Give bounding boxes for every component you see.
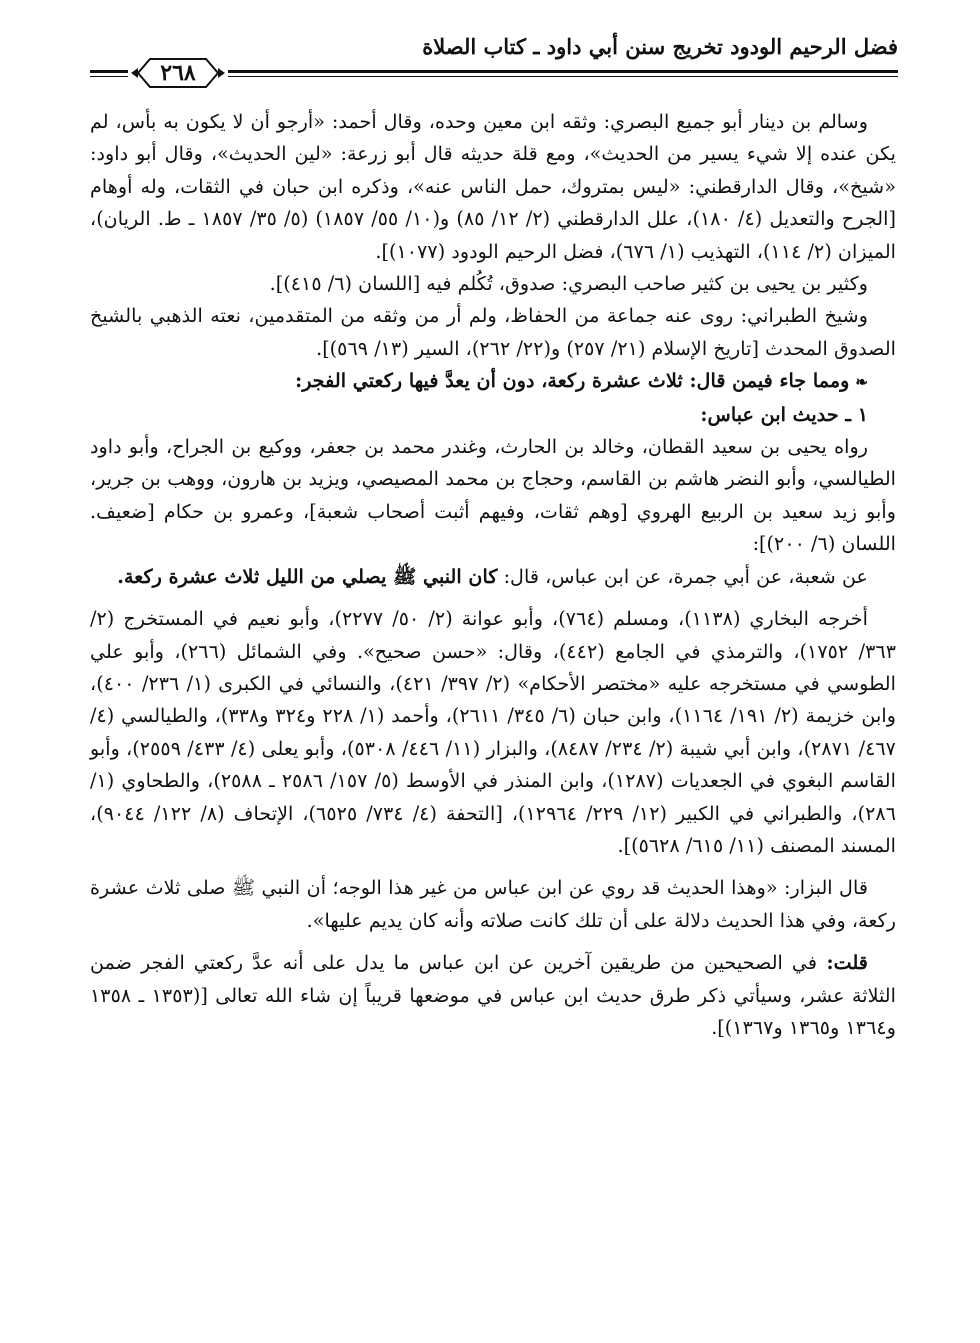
page-header	[90, 28, 898, 88]
paragraph-qultu	[90, 947, 896, 1044]
hadith-matn: كان النبي ﷺ يصلي من الليل ثلاث عشرة ركعة.	[117, 564, 498, 588]
running-title: فضل الرحيم الودود تخريج سنن أبي داود ـ كتاب الصلاة	[422, 34, 898, 59]
page-number: ٢٦٨	[160, 60, 196, 86]
page-number-badge	[128, 56, 228, 90]
qultu-text: في الصحيحين من طريقين آخرين عن ابن عباس ما يدل على أنه عدَّ ركعتي الفجر ضمن الثلاثة عشر، وسيأتي ذكر طرق حديث ابن عباس في موضعها قريباً إن شاء الله تعالى [(١٣٥٣ ـ ١٣٥٨ و١٣٦٤ و١٣٦٥ و١٣٦٧)].	[90, 951, 896, 1039]
paragraph-bazzar: قال البزار: «وهذا الحديث قد روي عن ابن عباس من غير هذا الوجه؛ أن النبي ﷺ صلى ثلاث عشرة ركعة، وفي هذا الحديث دلالة على أن تلك كانت صلاته وأنه كان يديم عليها».	[90, 876, 896, 932]
page-body	[90, 106, 896, 1044]
paragraph-hadith-text	[90, 561, 896, 593]
paragraph-kathir: وكثير بن يحيى بن كثير صاحب البصري: صدوق، تُكُلم فيه [اللسان (٦/ ٤١٥)].	[269, 272, 868, 296]
sub-heading: ١ ـ حديث ابن عباس:	[700, 402, 868, 426]
hadith-isnad: عن شعبة، عن أبي جمرة، عن ابن عباس، قال:	[497, 564, 868, 588]
qultu-label: قلت:	[817, 951, 868, 975]
paragraph-tabarani-shaykh: وشيخ الطبراني: روى عنه جماعة من الحفاظ، ولم أر من وثقه من المتقدمين، نعته الذهبي بالشيخ الصدوق المحدث [تاريخ الإسلام (٢١/ ٢٥٧) و(٢٢/ ٢٦٢)، السير (١٣/ ٥٦٩)].	[90, 304, 896, 360]
section-marker-icon: ❧	[855, 373, 868, 392]
paragraph-takhrij: أخرجه البخاري (١١٣٨)، ومسلم (٧٦٤)، وأبو عوانة (٢/ ٥٠/ ٢٢٧٧)، وأبو نعيم في المستخرج (٢/ ٣٦٣/ ١٧٥٢)، والترمذي في الجامع (٤٤٢)، وقال: «حسن صحيح». وفي الشمائل (٢٦٦)، وأبو علي الطوسي في مستخرجه عليه «مختصر الأحكام» (٢/ ٣٩٧/ ٤٢١)، والنسائي في الكبرى (١/ ٢٣٦/ ٤٠٠)، وابن خزيمة (٢/ ١٩١/ ١١٦٤)، وابن حبان (٦/ ٣٤٥/ ٢٦١١)، وأحمد (١/ ٢٢٨ و٣٢٤ و٣٣٨)، والطيالسي (٤/ ٤٦٧/ ٢٨٧١)، وابن أبي شيبة (٢/ ٢٣٤/ ٨٤٨٧)، والبزار (١١/ ٤٤٦/ ٥٣٠٨)، وأبو يعلى (٤/ ٤٣٣/ ٢٥٥٩)، وأبو القاسم البغوي في الجعديات (١٢٨٧)، وابن المنذر في الأوسط (٥/ ١٥٧/ ٢٥٨٦ ـ ٢٥٨٨)، والطحاوي (١/ ٢٨٦)، والطبراني في الكبير (١٢/ ٢٢٩/ ١٢٩٦٤)، [التحفة (٤/ ٧٣٤/ ٦٥٢٥)، الإتحاف (٨/ ١٢٢/ ٩٠٤٤)، المسند المصنف (١١/ ٦١٥/ ٥٦٢٨)].	[90, 607, 896, 857]
paragraph-salim: وسالم بن دينار أبو جميع البصري: وثقه ابن معين وحده، وقال أحمد: «أرجو أن لا يكون به بأس، لم يكن عنده إلا شيء يسير من الحديث»، ومع قلة حديثه قال أبو زرعة: «لين الحديث»، وقال أبو داود: «شيخ»، وقال الدارقطني: «ليس بمتروك، حمل الناس عنه»، وذكره ابن حبان في الثقات، وله أوهام [الجرح والتعديل (٤/ ١٨٠)، علل الدارقطني (٢/ ١٢/ ٨٥) و(١٠/ ٥٥/ ١٨٥٧) (٥/ ٣٥/ ١٨٥٧ ـ ط. الريان)، الميزان (٢/ ١١٤)، التهذيب (١/ ٦٧٦)، فضل الرحيم الودود (١٠٧٧)].	[90, 110, 896, 263]
section-heading	[90, 365, 896, 398]
paragraph-narrators: رواه يحيى بن سعيد القطان، وخالد بن الحارث، وغندر محمد بن جعفر، ووكيع بن الجراح، وأبو داود الطيالسي، وأبو النضر هاشم بن القاسم، وحجاج بن محمد المصيصي، ويزيد بن هارون، ووهب بن جرير، وأبو زيد سعيد بن الربيع الهروي [وهم ثقات، وفيهم أثبت أصحاب شعبة]، وعمرو بن حكام [ضعيف. اللسان (٦/ ٢٠٠)]:	[90, 435, 896, 556]
section-heading-text: ومما جاء فيمن قال: ثلاث عشرة ركعة، دون أن يعدَّ فيها ركعتي الفجر:	[295, 369, 850, 393]
